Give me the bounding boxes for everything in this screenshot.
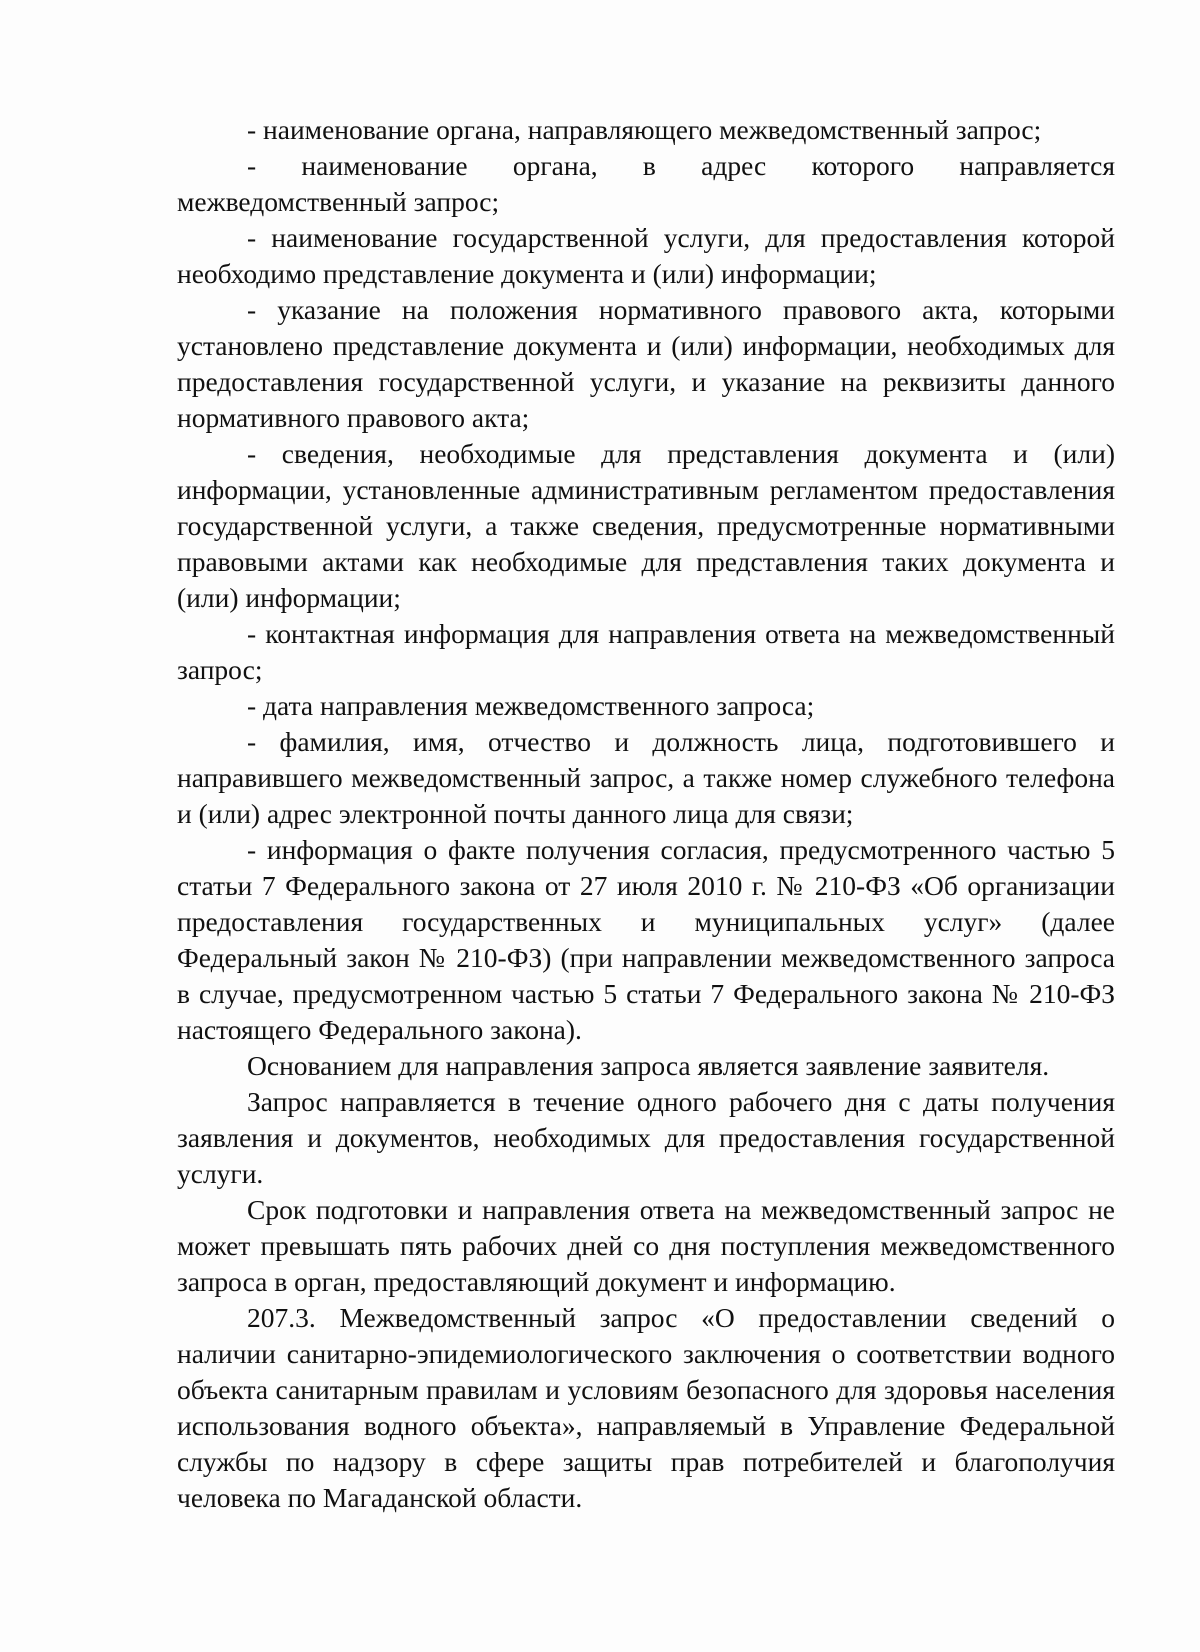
list-item-service-name: - наименование государственной услуги, для предоставления которой необходимо представление документа и (или) информации;: [177, 222, 1115, 289]
list-item-consent-information: - информация о факте получения согласия, предусмотренного частью 5 статьи 7 Федерального закона от 27 июля 2010 г. № 210-ФЗ «Об организации предоставления государственных и муниципальных услуг» (далее Федеральный закон № 210-ФЗ) (при направлении межведомственного запроса в случае, предусмотренном частью 5 статьи 7 Федерального закона № 210-ФЗ настоящего Федерального закона).: [177, 834, 1115, 1045]
list-item-legal-act-reference: - указание на положения нормативного правового акта, которыми установлено представление документа и (или) информации, необходимых для предоставления государственной услуги, и указание на реквизиты данного нормативного правового акта;: [177, 294, 1115, 433]
list-item-requesting-authority: - наименование органа, направляющего межведомственный запрос;: [247, 114, 1042, 145]
list-item-contact-information: - контактная информация для направления ответа на межведомственный запрос;: [177, 618, 1115, 685]
document-body: [177, 112, 1115, 1516]
paragraph-request-basis: Основанием для направления запроса является заявление заявителя.: [247, 1050, 1050, 1081]
list-item-required-information: - сведения, необходимые для представления документа и (или) информации, установленные административным регламентом предоставления государственной услуги, а также сведения, предусмотренные нормативными правовыми актами как необходимые для представления таких документа и (или) информации;: [177, 438, 1115, 613]
paragraph-response-deadline: Срок подготовки и направления ответа на межведомственный запрос не может превышать пять рабочих дней со дня поступления межведомственного запроса в орган, предоставляющий документ и информацию.: [177, 1194, 1115, 1297]
list-item-request-date: - дата направления межведомственного запроса;: [247, 690, 815, 721]
paragraph-section-207-3: 207.3. Межведомственный запрос «О предоставлении сведений о наличии санитарно-эпидемиологического заключения о соответствии водного объекта санитарным правилам и условиям безопасного для здоровья населения использования водного объекта», направляемый в Управление Федеральной службы по надзору в сфере защиты прав потребителей и благополучия человека по Магаданской области.: [177, 1302, 1115, 1513]
list-item-responsible-person: - фамилия, имя, отчество и должность лица, подготовившего и направившего межведомственный запрос, а также номер служебного телефона и (или) адрес электронной почты данного лица для связи;: [177, 726, 1115, 829]
list-item-recipient-authority: - наименование органа, в адрес которого направляется межведомственный запрос;: [177, 150, 1115, 217]
paragraph-request-timing: Запрос направляется в течение одного рабочего дня с даты получения заявления и документов, необходимых для предоставления государственной услуги.: [177, 1086, 1115, 1189]
